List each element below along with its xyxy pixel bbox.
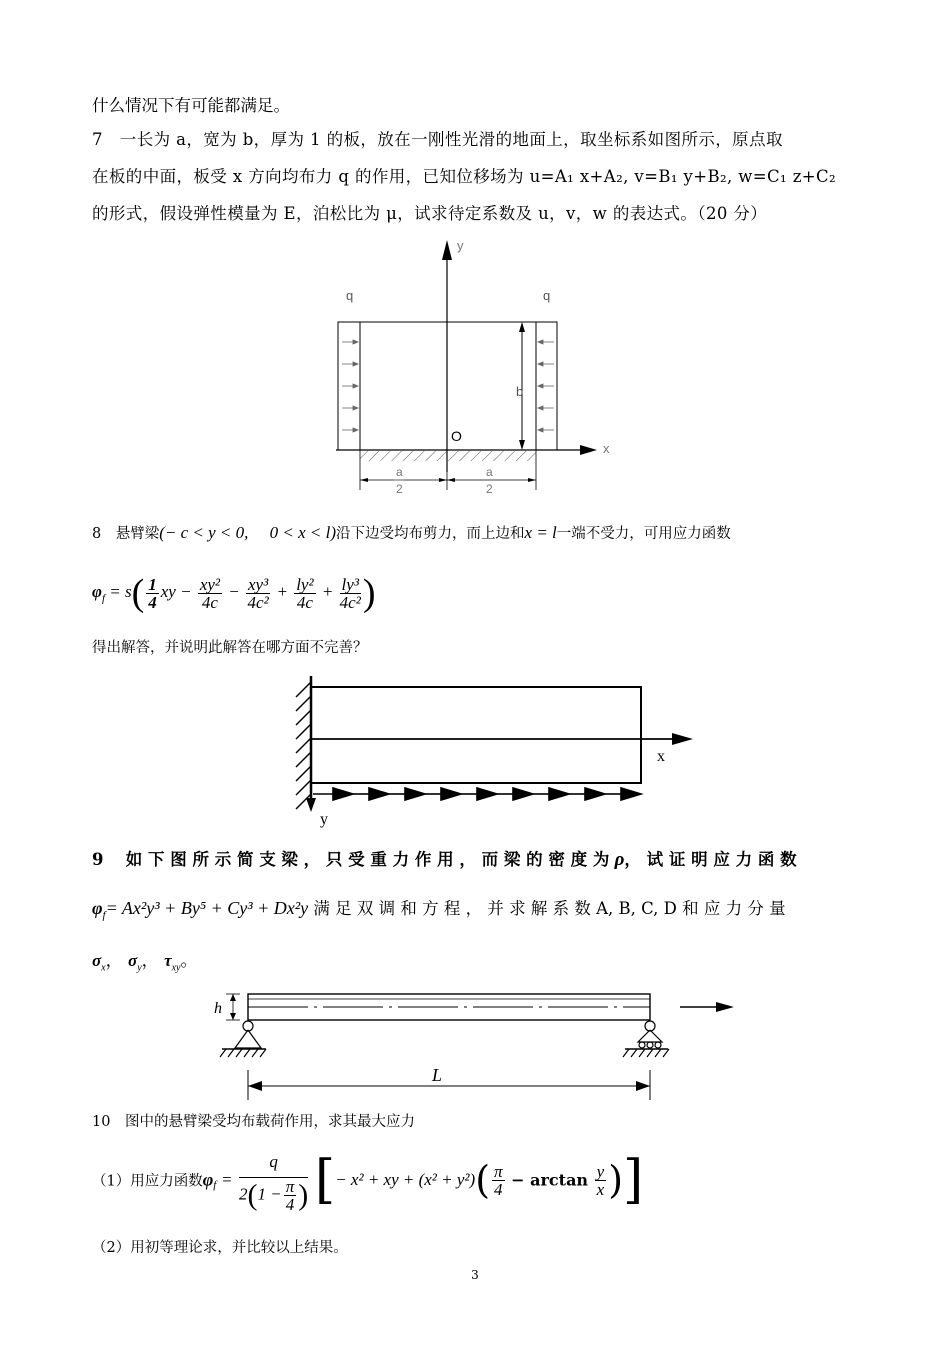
op-plus-1: + (276, 581, 288, 601)
problem-9-line-3 (92, 946, 198, 973)
arctan-x: x (596, 1179, 605, 1199)
beam-x-label: x (657, 748, 665, 765)
op-minus-2: − (228, 581, 240, 601)
t5-den: 4c² (339, 592, 361, 612)
phi-subscript-10: f (213, 1178, 217, 1191)
problem-8-text2: 一端不受力，可用应力函数 (556, 526, 731, 542)
t5-num: ly³ (341, 574, 359, 594)
problem-9-line-1-tail: ， 试 证 明 应 力 函 数 (624, 850, 797, 869)
t2-den: 4c (201, 592, 218, 612)
problem-8-stress-function: $\varphi_f = s$( $\frac{1}{4}$ xy − $\frac{\text{xy²}}{4c}$ − $\frac{\text{xy³}}{\text{4c²}}$ + $\frac{\text{ly²}}{4c}$ + $\frac{\text{ly³}}{\text{4c²}}$ ) (92, 572, 376, 614)
x-direction-arrow (716, 1002, 734, 1012)
phi-subscript-9: f (102, 909, 106, 922)
phi-symbol: φ (92, 581, 102, 601)
problem-8-question: 得出解答，并说明此解答在哪方面不完善？ (92, 640, 368, 656)
problem-10-item-1: （1）用应力函数$\varphi_f$ = q 2(1 − $\frac{\pi}{4}$ ) [− x² + xy + (x² + y²)( $\frac{\pi}{4}$ − arctan $\frac{y}{x}$ )] (92, 1147, 643, 1213)
arctan-y: y (596, 1161, 605, 1181)
sigma-y: σ (128, 951, 138, 970)
phi-symbol-10: φ (202, 1169, 214, 1190)
problem-8-domain: (− c < y < 0, 0 < x < l) (159, 523, 337, 542)
inner-pi: π (494, 1161, 503, 1181)
problem-9-line-2-text: 满 足 双 调 和 方 程 ， 并 求 解 系 数 A, B, C, D 和 应 力 分 量 (308, 899, 786, 918)
t2-num: xy² (199, 574, 221, 594)
a-half-left-den: 2 (396, 482, 403, 496)
figure-7-plate-diagram (0, 230, 950, 500)
sep-1: ， (105, 951, 123, 971)
problem-8-text1: 沿下边受均布剪力，而上边和 (336, 526, 525, 542)
op-plus-2: + (321, 581, 334, 601)
left-pin-support (220, 1021, 266, 1057)
a-half-left-num: a (396, 465, 403, 479)
end-mark: 。 (180, 951, 198, 971)
den-four: 4 (285, 1195, 295, 1214)
beam-y-arrow (306, 798, 316, 812)
q-numerator: q (239, 1147, 308, 1178)
problem-7-line-1: 7 一长为 a，宽为 b，厚为 1 的板，放在一刚性光滑的地面上，取坐标系如图所示，原点取 (92, 130, 783, 149)
op-minus-1: − (180, 581, 192, 601)
inner-four: 4 (494, 1179, 503, 1199)
beam-outline (311, 687, 641, 783)
problem-7-line-2: 在板的中面，板受 x 方向均布力 q 的作用，已知位移场为 u=A₁ x+A₂, v=B₁ y+B₂, w=C₁ z+C₂ (92, 167, 837, 186)
page-number: 3 (471, 1268, 479, 1282)
beam-x-arrow (672, 733, 693, 745)
problem-8-line-1 (92, 522, 731, 543)
right-distributed-load (538, 340, 554, 432)
x-axis-arrow (580, 445, 597, 455)
problem-9-line-1 (92, 846, 797, 871)
problem-7-line-3: 的形式，假设弹性模量为 E，泊松比为 μ，试求待定系数及 u，v，w 的表达式。（20 分） (92, 204, 768, 223)
b-label: b (516, 384, 524, 399)
t1-tail: xy (160, 581, 176, 601)
problem-9-phi-eq: = Ax²y³ + By⁵ + Cy³ + Dx²y (105, 898, 309, 918)
t3-num: xy³ (248, 574, 269, 594)
t4-num: ly² (296, 574, 314, 594)
intro-line: 什么情况下有可能都满足。 (92, 96, 290, 115)
arctan-term: − arctan (511, 1170, 589, 1190)
t3-den: 4c² (247, 592, 269, 612)
den-pi: π (285, 1177, 295, 1196)
right-roller-support (623, 1021, 669, 1057)
L-label: L (432, 1065, 443, 1085)
sigma-x: σ (92, 951, 102, 970)
a-half-right-num: a (486, 465, 493, 479)
beam-y-label: y (320, 811, 328, 828)
sigma-y-sub: y (137, 962, 142, 974)
q-right-label: q (543, 288, 551, 303)
problem-9-line-1-text: 9 如 下 图 所 示 简 支 梁 ， 只 受 重 力 作 用 ， 而 梁 的 密 度 为 (92, 850, 610, 869)
tau-xy: τ (164, 951, 172, 970)
problem-8-prefix: 8 悬臂梁 (92, 526, 160, 542)
sigma-x-sub: x (101, 962, 106, 974)
y-axis-arrow (442, 240, 452, 260)
t1-den: 4 (148, 592, 157, 612)
h-label: h (214, 1000, 222, 1017)
wall-hatch (296, 682, 311, 809)
x-axis-label: x (603, 441, 610, 456)
problem-10-item-2: （2）用初等理论求，并比较以上结果。 (92, 1240, 348, 1256)
problem-8-condition: x = l (524, 523, 557, 542)
phi-subscript: f (101, 592, 106, 605)
t4-den: 4c (296, 592, 313, 612)
t1-num: 1 (148, 574, 157, 594)
problem-9-line-2 (92, 895, 786, 921)
sep-2: ， (141, 951, 159, 971)
left-distributed-load (342, 340, 358, 432)
rigid-ground (360, 451, 536, 461)
problem-10-title: 10 图中的悬臂梁受均布载荷作用，求其最大应力 (92, 1114, 415, 1130)
phi-symbol-9: φ (92, 898, 103, 918)
origin-label: O (451, 428, 462, 444)
rho-symbol: ρ (614, 849, 625, 870)
den-one-minus: 1 − (257, 1184, 282, 1204)
q-left-label: q (346, 288, 354, 303)
bottom-shear-load (313, 788, 641, 800)
a-half-right-den: 2 (486, 482, 493, 496)
eq-s: = s (109, 581, 132, 601)
bracket-body: − x² + xy + (x² + y²) (335, 1170, 476, 1189)
item1-prefix: （1）用应力函数 (92, 1173, 203, 1190)
tau-xy-sub: xy (171, 962, 181, 974)
figure-9-simply-supported-beam (0, 982, 950, 1112)
y-axis-label: y (457, 238, 464, 253)
figure-8-cantilever-diagram (0, 672, 950, 842)
den-two: 2 (239, 1184, 248, 1204)
